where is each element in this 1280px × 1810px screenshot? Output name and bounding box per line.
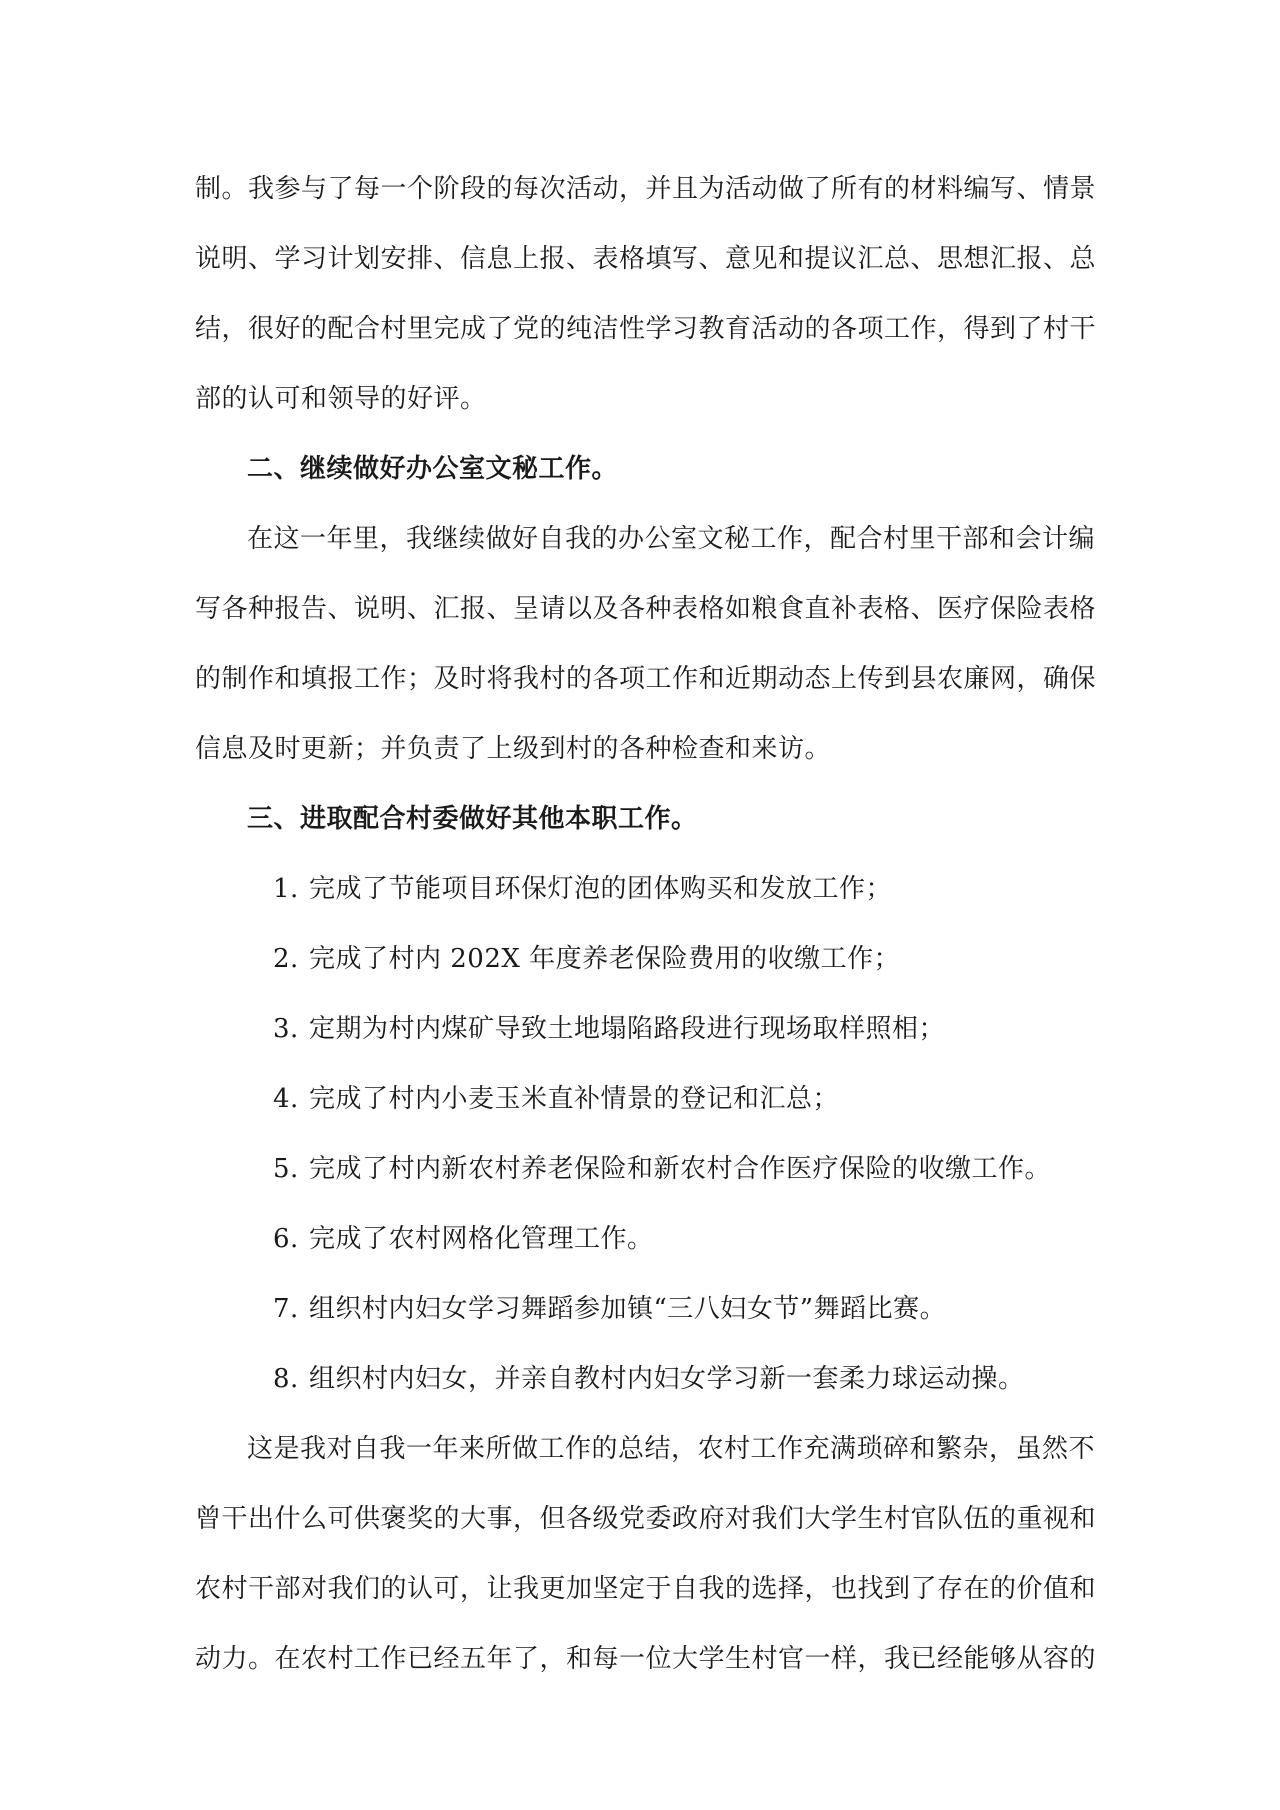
list-item-text: 完成了节能项目环保灯泡的团体购买和发放工作； bbox=[309, 874, 893, 904]
section-heading: 三、进取配合村委做好其他本职工作。 bbox=[247, 804, 698, 834]
list-item bbox=[195, 1215, 1080, 1285]
paragraph-line: 说明、学习计划安排、信息上报、表格填写、意见和提议汇总、思想汇报、总 bbox=[195, 244, 1097, 274]
list-item bbox=[195, 1145, 1080, 1215]
list-item-number: 8. bbox=[273, 1364, 299, 1394]
paragraph-line: 制。我参与了每一个阶段的每次活动，并且为活动做了所有的材料编写、情景 bbox=[195, 174, 1097, 204]
paragraph-line: 曾干出什么可供褒奖的大事，但各级党委政府对我们大学生村官队伍的重视和 bbox=[195, 1504, 1097, 1534]
list-item-text: 完成了村内新农村养老保险和新农村合作医疗保险的收缴工作。 bbox=[309, 1154, 1052, 1184]
list-item bbox=[195, 1355, 1080, 1425]
list-item-text: 完成了农村网格化管理工作。 bbox=[309, 1224, 654, 1254]
paragraph-line: 农村干部对我们的认可，让我更加坚定于自我的选择，也找到了存在的价值和 bbox=[195, 1574, 1097, 1604]
list-item bbox=[195, 1075, 1080, 1145]
paragraph-line: 部的认可和领导的好评。 bbox=[195, 384, 487, 414]
list-item-text: 组织村内妇女学习舞蹈参加镇“三八妇女节”舞蹈比赛。 bbox=[309, 1294, 947, 1324]
paragraph-line: 在这一年里，我继续做好自我的办公室文秘工作，配合村里干部和会计编 bbox=[247, 524, 1096, 554]
list-item-number: 4. bbox=[273, 1084, 299, 1114]
list-item-text: 组织村内妇女，并亲自教村内妇女学习新一套柔力球运动操。 bbox=[309, 1364, 1025, 1394]
list-item-number: 5. bbox=[273, 1154, 299, 1184]
list-item-number: 6. bbox=[273, 1224, 299, 1254]
list-item-text: 完成了村内 202X 年度养老保险费用的收缴工作； bbox=[309, 944, 901, 974]
section-heading: 二、继续做好办公室文秘工作。 bbox=[247, 454, 619, 484]
list-item-number: 3. bbox=[273, 1014, 299, 1044]
paragraph-line: 这是我对自我一年来所做工作的总结，农村工作充满琐碎和繁杂，虽然不 bbox=[247, 1434, 1096, 1464]
list-item-number: 1. bbox=[273, 874, 299, 904]
list-item-text: 定期为村内煤矿导致土地塌陷路段进行现场取样照相； bbox=[309, 1014, 946, 1044]
list-item bbox=[195, 865, 1080, 935]
paragraph-line: 动力。在农村工作已经五年了，和每一位大学生村官一样，我已经能够从容的 bbox=[195, 1644, 1097, 1674]
paragraph-line: 写各种报告、说明、汇报、呈请以及各种表格如粮食直补表格、医疗保险表格 bbox=[195, 594, 1097, 624]
paragraph-line: 结，很好的配合村里完成了党的纯洁性学习教育活动的各项工作，得到了村干 bbox=[195, 314, 1097, 344]
list-item bbox=[195, 935, 1080, 1005]
list-item bbox=[195, 1005, 1080, 1075]
paragraph-line: 信息及时更新；并负责了上级到村的各种检查和来访。 bbox=[195, 734, 832, 764]
list-item-text: 完成了村内小麦玉米直补情景的登记和汇总； bbox=[309, 1084, 840, 1114]
list-item-number: 2. bbox=[273, 944, 299, 974]
document-page bbox=[195, 165, 1097, 1705]
list-item-number: 7. bbox=[273, 1294, 299, 1324]
paragraph-line: 的制作和填报工作；及时将我村的各项工作和近期动态上传到县农廉网，确保 bbox=[195, 664, 1097, 694]
list-item bbox=[195, 1285, 1080, 1355]
